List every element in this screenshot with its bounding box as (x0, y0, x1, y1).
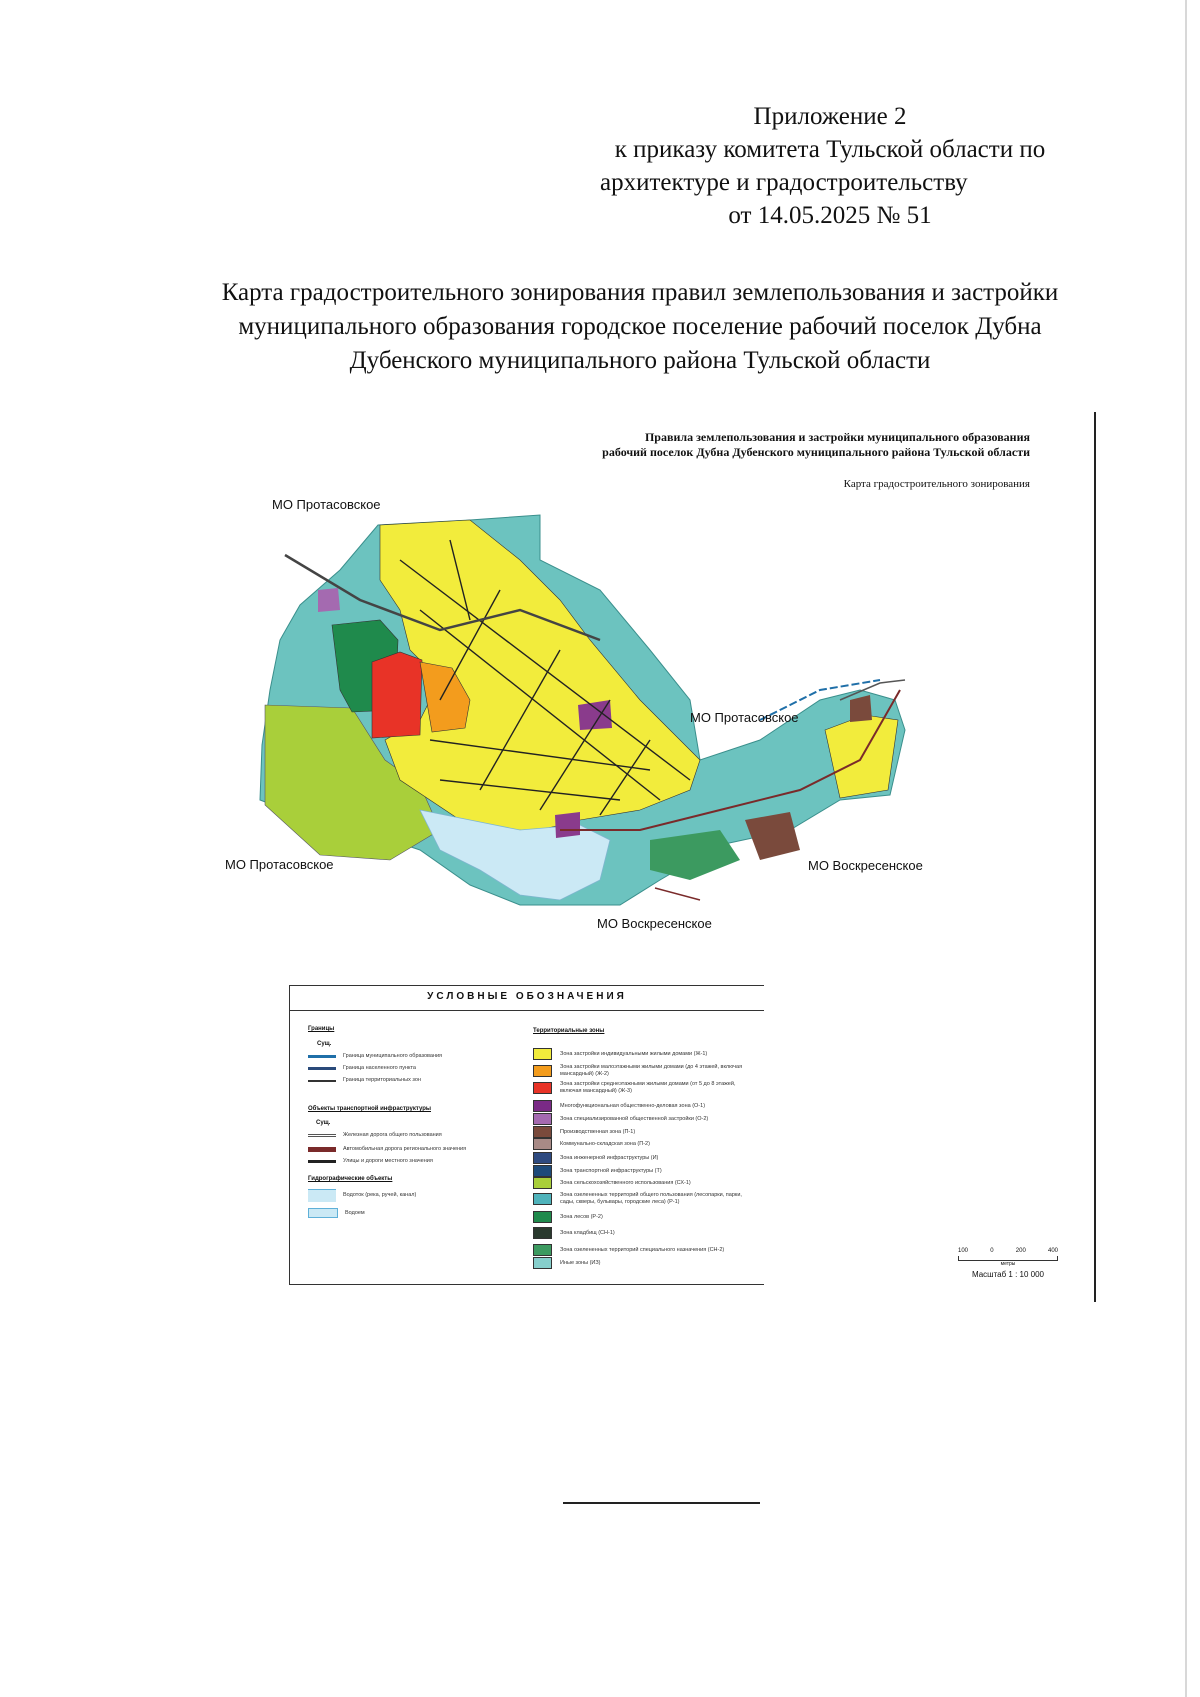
legend-title: УСЛОВНЫЕ ОБОЗНАЧЕНИЯ (290, 986, 764, 1011)
neighbor-label: МО Протасовское (690, 710, 799, 725)
title-line: Карта градостроительного зонирования правил землепользования и застройки (221, 279, 1059, 306)
legend-item (533, 1192, 753, 1206)
legend-item (308, 1053, 442, 1060)
map-zone-industrial (745, 812, 800, 860)
legend-label: Зона лесов (Р-2) (560, 1213, 603, 1220)
legend-label: Коммунально-складская зона (П-2) (560, 1140, 650, 1147)
legend-item (308, 1158, 433, 1165)
legend-label: Зона транспортной инфраструктуры (Т) (560, 1167, 662, 1174)
legend-label: Зона озелененных территорий общего пользования (лесопарки, парки, сады, скверы, бульвары, городские леса) (Р-1) (560, 1192, 742, 1205)
road-swatch (308, 1147, 336, 1152)
legend-item (533, 1257, 753, 1269)
zone-color-swatch (533, 1227, 552, 1239)
legend-label: Зона застройки малоэтажными жилыми домами (до 4 этажей, включая мансардный) (Ж-2) (560, 1064, 743, 1077)
zone-color-swatch (533, 1126, 552, 1138)
zone-color-swatch (533, 1065, 552, 1077)
zone-color-swatch (533, 1193, 552, 1205)
legend-heading: Территориальные зоны (533, 1028, 605, 1034)
legend-item (308, 1132, 442, 1139)
scale-unit: метры (1000, 1261, 1016, 1267)
map-zone-public (555, 812, 580, 838)
appendix-line: к приказу комитета Тульской области по (614, 136, 1046, 163)
neighbor-label: МО Воскресенское (808, 858, 923, 873)
legend-label: Зона застройки индивидуальными жилыми домами (Ж-1) (560, 1050, 708, 1057)
legend-label: Улицы и дороги местного значения (343, 1158, 433, 1164)
legend-subheading: Сущ. (317, 1041, 332, 1047)
map-zone-public (318, 588, 340, 612)
zone-color-swatch (533, 1177, 552, 1189)
zone-color-swatch (533, 1152, 552, 1164)
map-subtitle: Карта градостроительного зонирования (843, 478, 1030, 490)
legend-item (308, 1146, 466, 1153)
legend-label: Граница территориальных зон (343, 1077, 421, 1083)
legend-item (533, 1081, 753, 1095)
legend-label: Зона специализированной общественной застройки (О-2) (560, 1115, 709, 1122)
legend-item (533, 1244, 753, 1256)
title-line: муниципального образования городское поселение рабочий поселок Дубна (238, 313, 1042, 340)
legend-item (308, 1065, 416, 1072)
legend-item (533, 1138, 753, 1150)
zone-color-swatch (533, 1165, 552, 1177)
map-legend (289, 985, 764, 1285)
appendix-line: от 14.05.2025 № 51 (728, 202, 932, 229)
map-header-line: рабочий поселок Дубна Дубенского муниципального района Тульской области (602, 445, 1030, 459)
zone-color-swatch (533, 1082, 552, 1094)
scale-tick: 0 (990, 1248, 994, 1254)
legend-label: Граница населенного пункта (343, 1065, 416, 1071)
title-line: Дубенского муниципального района Тульской области (349, 347, 931, 374)
zone-color-swatch (533, 1244, 552, 1256)
watercourse-swatch (308, 1189, 336, 1202)
legend-label: Зона сельскохозяйственного использования (СХ-1) (560, 1179, 691, 1186)
legend-label: Железная дорога общего пользования (343, 1132, 442, 1138)
legend-item (533, 1152, 753, 1164)
legend-label: Многофункциональная общественно-деловая зона (О-1) (560, 1102, 706, 1109)
legend-item (308, 1208, 365, 1218)
zone-color-swatch (533, 1048, 552, 1060)
zone-color-swatch (533, 1100, 552, 1112)
boundary-line-swatch (308, 1080, 336, 1082)
legend-item (533, 1177, 753, 1189)
legend-label: Зона застройки среднеэтажными жилыми домами (от 5 до 8 этажей, включая мансардный) (Ж-3) (560, 1081, 736, 1094)
neighbor-label: МО Протасовское (225, 857, 334, 872)
map-header-line: Правила землепользования и застройки муниципального образования (644, 430, 1030, 444)
legend-label: Зона озелененных территорий специального назначения (СН-2) (560, 1246, 725, 1253)
zone-color-swatch (533, 1113, 552, 1125)
scale-tick: 100 (958, 1248, 969, 1254)
scale-ticks (958, 1248, 1058, 1254)
zone-color-swatch (533, 1257, 552, 1269)
scale-tick: 200 (1015, 1248, 1026, 1254)
legend-item (533, 1064, 753, 1078)
legend-label: Зона инженерной инфраструктуры (И) (560, 1154, 659, 1161)
boundary-line-swatch (308, 1067, 336, 1070)
legend-label: Граница муниципального образования (343, 1053, 443, 1059)
boundary-line-swatch (308, 1055, 336, 1058)
legend-subheading: Сущ. (316, 1120, 331, 1126)
map-road-south (655, 888, 700, 900)
map-zone-midrise (372, 652, 422, 738)
signature-line (563, 1502, 760, 1504)
appendix-line: архитектуре и градостроительству (600, 169, 968, 196)
scale-bar (958, 1248, 1058, 1279)
scale-tick: 400 (1047, 1248, 1058, 1254)
railway-swatch (308, 1134, 336, 1137)
neighbor-label: МО Воскресенское (597, 916, 712, 931)
legend-item (533, 1227, 753, 1239)
legend-item (533, 1211, 753, 1223)
legend-heading: Объекты транспортной инфраструктуры (308, 1106, 431, 1112)
legend-item (533, 1048, 753, 1060)
street-swatch (308, 1160, 336, 1163)
legend-heading: Границы (308, 1026, 335, 1032)
legend-label: Производственная зона (П-1) (560, 1128, 636, 1135)
waterbody-swatch (308, 1208, 338, 1218)
legend-item (533, 1126, 753, 1138)
legend-item (533, 1165, 753, 1177)
legend-item (533, 1100, 753, 1112)
legend-label: Водоток (река, ручей, канал) (343, 1192, 417, 1198)
neighbor-label: МО Протасовское (272, 497, 381, 512)
legend-label: Зона кладбищ (СН-1) (560, 1229, 615, 1236)
legend-label: Автомобильная дорога регионального значения (343, 1146, 467, 1152)
appendix-line: Приложение 2 (753, 103, 907, 130)
zone-color-swatch (533, 1138, 552, 1150)
legend-item (308, 1077, 421, 1084)
legend-label: Водоем (345, 1209, 365, 1216)
legend-label: Иные зоны (ИЗ) (560, 1259, 601, 1266)
scale-label: Масштаб 1 : 10 000 (971, 1270, 1045, 1279)
legend-heading: Гидрографические объекты (308, 1176, 393, 1182)
zone-color-swatch (533, 1211, 552, 1223)
legend-item (308, 1189, 416, 1202)
legend-item (533, 1113, 753, 1125)
